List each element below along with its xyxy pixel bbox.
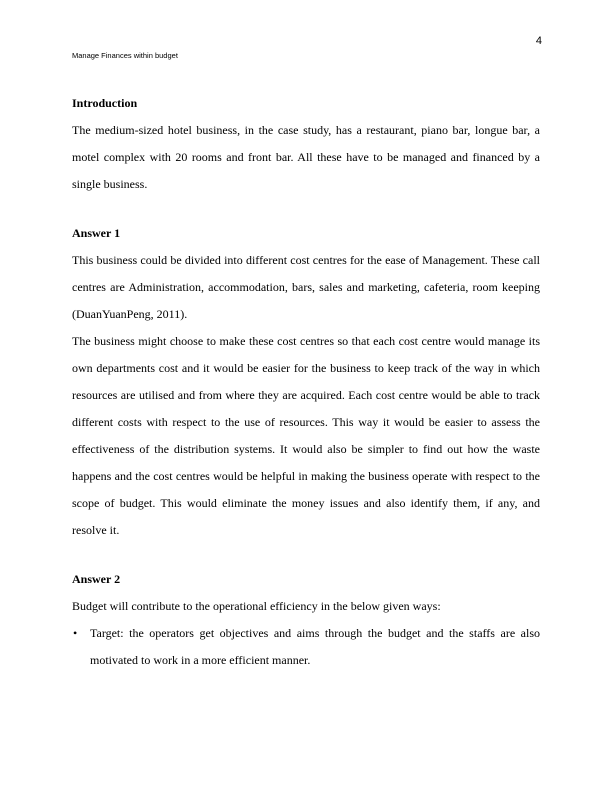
document-body [72, 90, 540, 674]
answer1-heading: Answer 1 [72, 226, 121, 240]
introduction-heading: Introduction [72, 96, 138, 110]
answer1-paragraph-1: This business could be divided into different cost centres for the ease of Management. These call centres are Administration, accommodation, bars, sales and marketing, cafeteria, room keeping (DuanYuanPeng, 2011). [72, 253, 540, 321]
answer1-paragraph-2: The business might choose to make these cost centres so that each cost centre would manage its own departments cost and it would be easier for the business to keep track of the way in which resources are utilised and from where they are acquired. Each cost centre would be able to track different costs with respect to the use of resources. This way it would be easier to assess the effectiveness of the distribution systems. It would also be simpler to find out how the waste happens and the cost centres would be helpful in making the business operate with respect to the scope of budget. This would eliminate the money issues and also identify them, if any, and resolve it. [72, 334, 540, 537]
answer2-bullet-list [72, 620, 540, 674]
answer2-section [72, 566, 540, 674]
bullet-icon: • [73, 626, 78, 640]
answer2-heading: Answer 2 [72, 572, 121, 586]
answer1-section [72, 220, 540, 544]
running-head: Manage Finances within budget [72, 51, 178, 60]
section-gap [72, 544, 540, 566]
list-item [72, 620, 540, 674]
section-gap [72, 198, 540, 220]
bullet-text: Target: the operators get objectives and aims through the budget and the staffs are also motivated to work in a more efficient manner. [90, 626, 540, 667]
introduction-paragraph: The medium-sized hotel business, in the case study, has a restaurant, piano bar, longue bar, a motel complex with 20 rooms and front bar. All these have to be managed and financed by a single business. [72, 123, 540, 191]
answer2-intro: Budget will contribute to the operational efficiency in the below given ways: [72, 599, 441, 613]
page-number: 4 [535, 35, 542, 47]
introduction-section [72, 90, 540, 198]
